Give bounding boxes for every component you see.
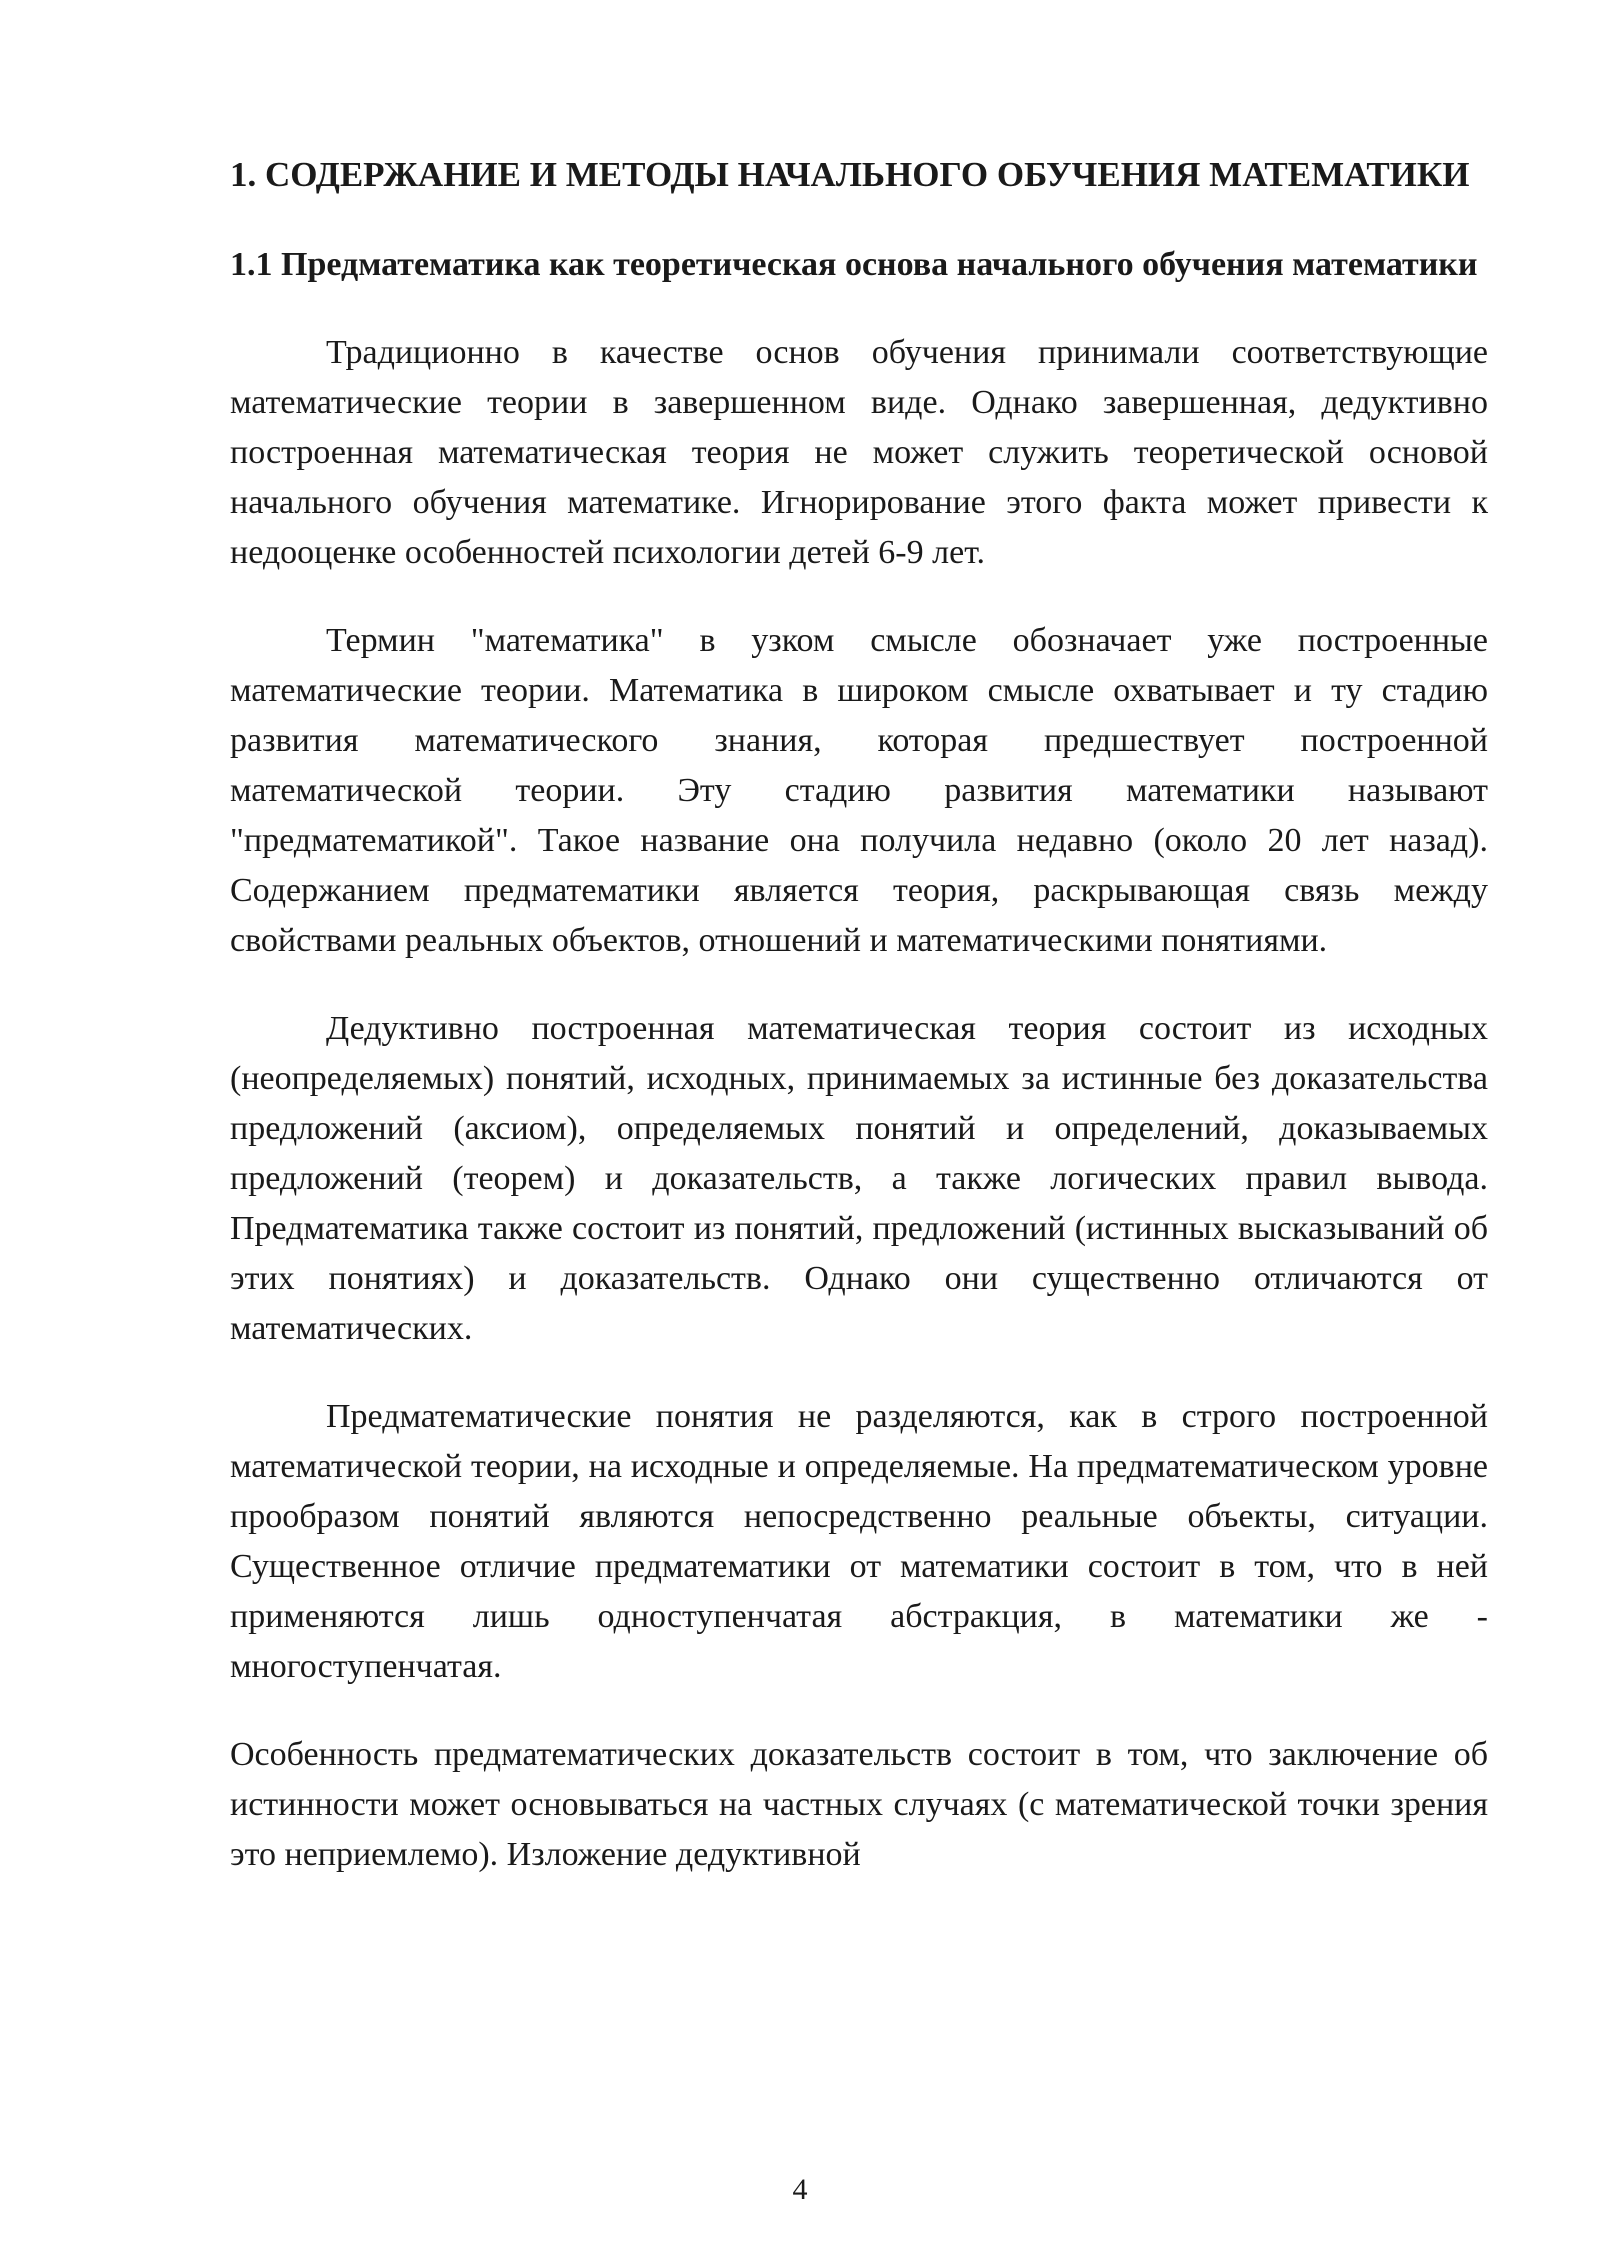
paragraph: Особенность предматематических доказательств состоит в том, что заключение об истинности может основываться на частных случаях (с математической точки зрения это неприемлемо). Изложение дедуктивной	[230, 1736, 1488, 1873]
paragraph: Предматематические понятия не разделяются, как в строго построенной математической теории, на исходные и определяемые. На предматематическом уровне прообразом понятий являются непосредственно реальные объекты, ситуации. Существенное отличие предматематики от математики состоит в том, что в ней применяются лишь одноступенчатая абстракция, в математики же - многоступенчатая.	[230, 1398, 1488, 1685]
chapter-heading: 1. СОДЕРЖАНИЕ И МЕТОДЫ НАЧАЛЬНОГО ОБУЧЕНИЯ МАТЕМАТИКИ	[230, 155, 1470, 194]
document-page	[230, 150, 1488, 1918]
paragraph: Традиционно в качестве основ обучения принимали соответствующие математические теории в завершенном виде. Однако завершенная, дедуктивно построенная математическая теория не может служить теоретической основой начального обучения математике. Игнорирование этого факта может привести к недооценке особенностей психологии детей 6-9 лет.	[230, 334, 1488, 571]
paragraph: Дедуктивно построенная математическая теория состоит из исходных (неопределяемых) понятий, исходных, принимаемых за истинные без доказательства предложений (аксиом), определяемых понятий и определений, доказываемых предложений (теорем) и доказательств, а также логических правил вывода. Предматематика также состоит из понятий, предложений (истинных высказываний об этих понятиях) и доказательств. Однако они существенно отличаются от математических.	[230, 1010, 1488, 1347]
section-heading: 1.1 Предматематика как теоретическая основа начального обучения математики	[230, 246, 1478, 283]
paragraph: Термин "математика" в узком смысле обозначает уже построенные математические теории. Математика в широком смысле охватывает и ту стадию развития математического знания, которая предшествует построенной математической теории. Эту стадию развития математики называют "предматематикой". Такое название она получила недавно (около 20 лет назад). Содержанием предматематики является теория, раскрывающая связь между свойствами реальных объектов, отношений и математическими понятиями.	[230, 622, 1488, 959]
page-number: 4	[792, 2173, 808, 2206]
